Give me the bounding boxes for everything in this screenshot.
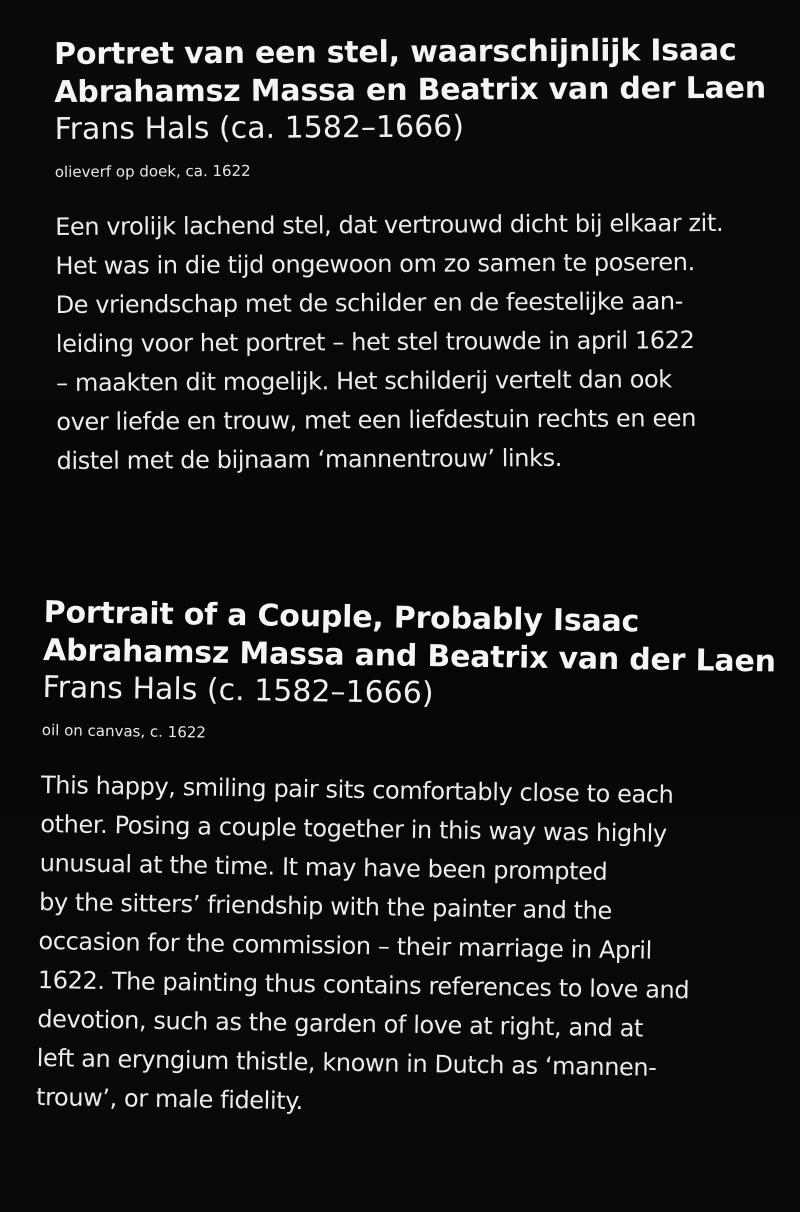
english-title-line: Abrahamsz Massa and Beatrix van der Laen xyxy=(42,632,777,680)
dutch-title xyxy=(54,32,766,112)
dutch-description-line: Het was in die tijd ongewoon om zo samen te poseren. xyxy=(55,248,695,280)
dutch-title-line: Abrahamsz Massa en Beatrix van der Laen xyxy=(54,70,767,110)
english-description-line: left an eryngium thistle, known in Dutch as ‘mannen- xyxy=(36,1043,657,1082)
english-label xyxy=(36,594,777,1128)
english-description-line: unusual at the time. It may have been prompted xyxy=(39,848,608,886)
english-medium: oil on canvas, c. 1622 xyxy=(41,720,207,742)
dutch-medium: olieverf op doek, ca. 1622 xyxy=(54,161,251,181)
english-description-line: other. Posing a couple together in this way was highly xyxy=(40,809,667,848)
dutch-artist: Frans Hals (ca. 1582–1666) xyxy=(54,109,465,147)
english-description-line: This happy, smiling pair sits comfortably close to each xyxy=(40,770,674,809)
dutch-description xyxy=(55,204,768,481)
dutch-description-line: leiding voor het portret – het stel trouwde in april 1622 xyxy=(55,326,695,358)
dutch-description-line: De vriendschap met de schilder en de feestelijke aan- xyxy=(55,287,683,319)
dutch-description-line: over liefde en trouw, met een liefdestuin rechts en een xyxy=(56,404,697,436)
dutch-description-line: distel met de bijnaam ‘mannentrouw’ links. xyxy=(56,443,563,475)
english-description-line: trouw’, or male fidelity. xyxy=(35,1082,304,1116)
english-artist: Frans Hals (c. 1582–1666) xyxy=(42,669,434,712)
english-description xyxy=(36,766,774,1128)
english-description-line: 1622. The painting thus contains references to love and xyxy=(37,965,690,1005)
dutch-description-line: Een vrolijk lachend stel, dat vertrouwd dicht bij elkaar zit. xyxy=(55,208,724,241)
english-title-line: Portrait of a Couple, Probably Isaac xyxy=(43,594,640,640)
dutch-label xyxy=(54,32,768,481)
english-description-line: occasion for the commission – their marriage in April xyxy=(38,926,653,965)
english-title xyxy=(43,594,777,682)
dutch-description-line: – maakten dit mogelijk. Het schilderij vertelt dan ook xyxy=(56,365,672,397)
english-description-line: devotion, such as the garden of love at right, and at xyxy=(37,1004,644,1043)
dutch-title-line: Portret van een stel, waarschijnlijk Isaac xyxy=(54,32,737,72)
english-description-line: by the sitters’ friendship with the painter and the xyxy=(38,887,613,925)
